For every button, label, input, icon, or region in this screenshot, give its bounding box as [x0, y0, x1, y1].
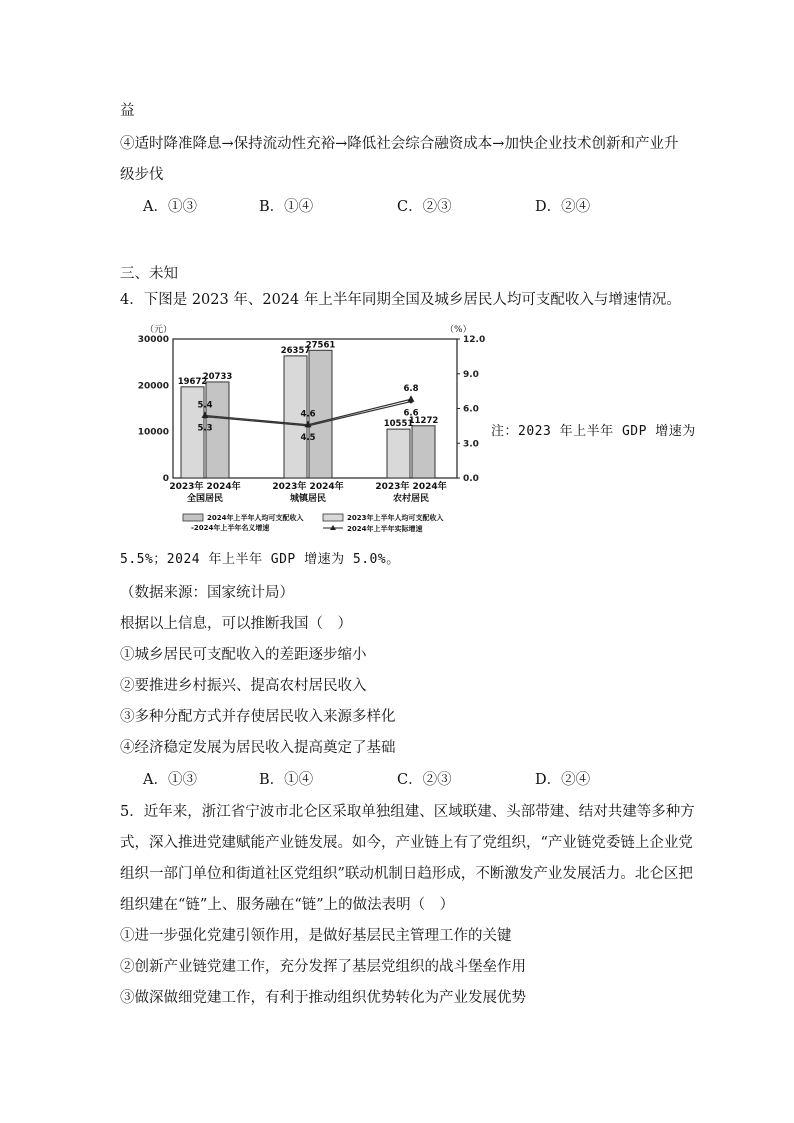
left-tick-label: 10000	[137, 427, 169, 438]
q3-option-c[interactable]: C．②③	[397, 199, 452, 215]
right-tick-label: 9.0	[463, 369, 479, 380]
bar-2023-value-label: 10551	[383, 419, 414, 430]
left-tick-label: 0	[162, 474, 169, 484]
real-growth-label: 6.6	[403, 408, 419, 419]
real-growth-point	[203, 415, 207, 419]
group-name-label: 农村居民	[392, 494, 430, 504]
left-tick-label: 30000	[137, 335, 169, 345]
real-growth-label: 4.5	[300, 432, 316, 443]
real-growth-point	[409, 400, 413, 404]
q4-question: 根据以上信息，可以推断我国（ ）	[120, 616, 352, 632]
right-tick-label: 0.0	[463, 474, 479, 484]
section-heading: 三、未知	[120, 266, 178, 282]
group-year-label: 2023年 2024年	[272, 482, 344, 492]
q4-note-continued: 5.5%；2024 年上半年 GDP 增速为 5.0%。	[120, 552, 400, 567]
q3-option-d[interactable]: D．②④	[535, 199, 591, 215]
bar-2024-value-label: 11272	[408, 415, 439, 426]
group-name-label: 城镇居民	[289, 494, 327, 504]
q5-line-1: 5．近年来，浙江省宁波市北仑区采取单独组建、区域联建、头部带建、结对共建等多种方	[120, 804, 695, 820]
q4-item-2: ②要推进乡村振兴、提高农村居民收入	[120, 678, 367, 694]
q4-note: 注：2023 年上半年 GDP 增速为	[491, 424, 696, 439]
bar-2024	[412, 426, 435, 478]
q4-item-3: ③多种分配方式并存使居民收入来源多样化	[120, 709, 396, 725]
left-axis-unit: （元）	[145, 325, 173, 335]
bar-2024-value-label: 27561	[305, 340, 336, 351]
bar-2024-value-label: 20733	[202, 371, 233, 382]
bar-2023-value-label: 19672	[177, 376, 208, 387]
right-tick-label: 6.0	[463, 404, 479, 415]
left-tick-label: 20000	[137, 381, 169, 392]
bar-2023	[387, 429, 410, 478]
q4-item-4: ④经济稳定发展为居民收入提高奠定了基础	[120, 740, 396, 756]
legend-label-real: 2024年上半年实际增速	[347, 525, 423, 533]
q4-stem: 4．下图是 2023 年、2024 年上半年同期全国及城乡居民人均可支配收入与增速情况。	[120, 292, 681, 308]
right-tick-label: 12.0	[463, 335, 486, 345]
q4-option-c[interactable]: C．②③	[397, 772, 452, 788]
q4-item-1: ①城乡居民可支配收入的差距逐步缩小	[120, 647, 367, 663]
q5-line-2: 式，深入推进党建赋能产业链发展。如今，产业链上有了党组织，“产业链党委链上企业党	[120, 835, 693, 851]
q5-item-3: ③做深做细党建工作，有利于推动组织优势转化为产业发展优势	[120, 990, 526, 1006]
income-chart	[125, 318, 486, 540]
q5-line-4: 组织建在“链”上、服务融在“链”上的做法表明（ ）	[120, 897, 455, 913]
q3-line-3: 级步伐	[120, 167, 164, 183]
q3-line-1: 益	[120, 103, 135, 119]
q5-item-1: ①进一步强化党建引领作用，是做好基层民主管理工作的关键	[120, 928, 512, 944]
real-growth-point	[306, 424, 310, 428]
group-year-label: 2023年 2024年	[375, 482, 447, 492]
group-name-label: 全国居民	[186, 494, 224, 504]
q4-option-b[interactable]: B．①④	[259, 772, 314, 788]
nominal-growth-label: 6.8	[403, 384, 419, 395]
legend-swatch-2023	[323, 514, 343, 521]
q3-option-b[interactable]: B．①④	[259, 199, 314, 215]
q3-line-2: ④适时降准降息→保持流动性充裕→降低社会综合融资成本→加快企业技术创新和产业升	[120, 136, 679, 152]
legend-label-2023: 2023年上半年人均可支配收入	[347, 514, 444, 522]
group-year-label: 2023年 2024年	[169, 482, 241, 492]
nominal-growth-label: 4.6	[300, 409, 316, 420]
q4-option-a[interactable]: A．①③	[143, 772, 197, 788]
q5-line-3: 组织一部门单位和街道社区党组织”联动机制日趋形成，不断激发产业发展活力。北仑区把	[120, 866, 693, 882]
bar-2023-value-label: 26357	[280, 345, 311, 356]
q5-item-2: ②创新产业链党建工作，充分发挥了基层党组织的战斗堡垒作用	[120, 959, 526, 975]
legend-label-nominal: -2024年上半年名义增速	[191, 524, 270, 532]
legend-label-2024: 2024年上半年人均可支配收入	[207, 514, 304, 522]
right-tick-label: 3.0	[463, 439, 479, 450]
q4-option-d[interactable]: D．②④	[535, 772, 591, 788]
right-axis-unit: （%）	[445, 325, 472, 335]
nominal-growth-label: 5.4	[197, 400, 213, 411]
legend-swatch-2024	[183, 514, 203, 521]
q3-option-a[interactable]: A．①③	[143, 199, 197, 215]
q4-source: （数据来源：国家统计局）	[120, 585, 294, 601]
real-growth-label: 5.3	[197, 423, 213, 434]
